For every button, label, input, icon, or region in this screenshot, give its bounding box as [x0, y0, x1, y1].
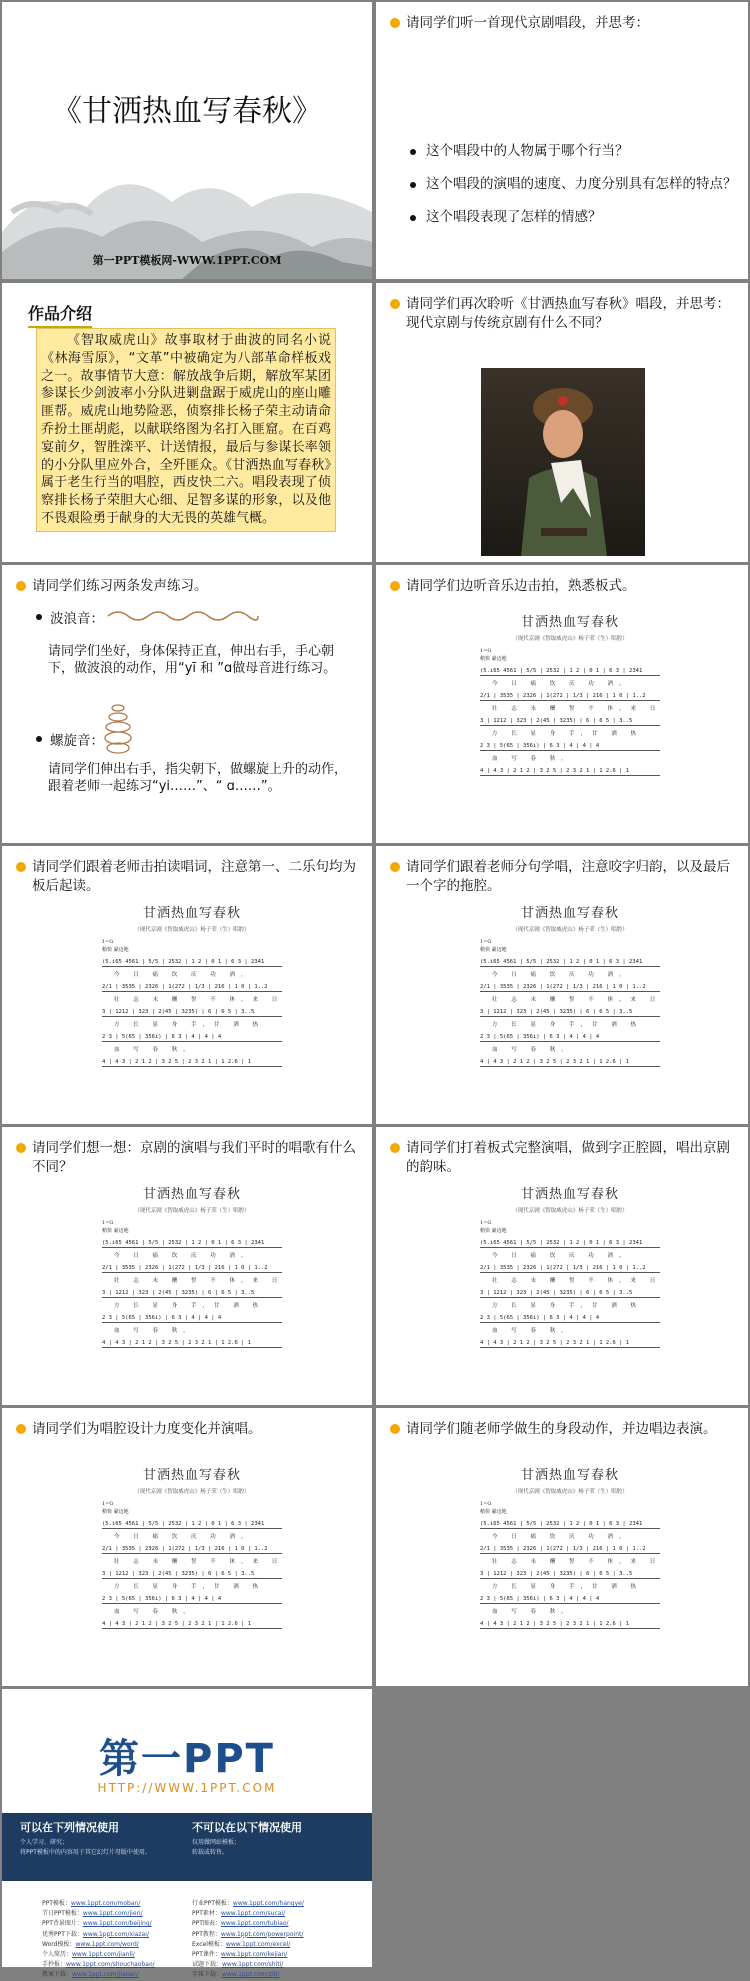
notation-row: 3 | 1212 | 323 | 2(45 | 3235) | 6 | 6 5 | 3..5 [480, 1290, 660, 1298]
notation-row: 4 | 4 3 | 2 1 2 | 3 2 5 | 2 3 2 1 | 1 2.6 | 1 [102, 1340, 282, 1348]
sheet-subtitle: （现代京剧《智取威虎山》杨子荣（生）唱腔） [134, 927, 250, 933]
sheet-music [480, 1464, 660, 1629]
lyrics-row: 方 长 显 身 手，甘 洒 热 [492, 1584, 642, 1590]
sheet-music [480, 611, 660, 776]
links-left [42, 1899, 155, 1981]
notation-row: 2/1 | 3535 | 2326 | 1(272 | 1/3 | 216 | 1 0 | 1..2 [480, 693, 660, 701]
lyrics-row: 今 日 痛 饮 庆 功 酒， [114, 972, 253, 978]
lyrics-row: 方 长 显 身 手，甘 洒 热 [492, 1022, 642, 1028]
lyrics-row: 今 日 痛 饮 庆 功 酒， [114, 1534, 253, 1540]
slide-heading: 请同学们再次聆听《甘洒热血写春秋》唱段，并思考：现代京剧与传统京剧有什么不同？ [390, 295, 736, 333]
notation-row: 4 | 4 3 | 2 1 2 | 3 2 5 | 2 3 2 1 | 1 2.6 | 1 [480, 1340, 660, 1348]
cover-footer: 第一PPT模板网-WWW.1PPT.COM [92, 254, 282, 267]
cover-title: 《甘洒热血写春秋》 [52, 94, 322, 129]
intro-title: 作品介绍 [28, 301, 92, 328]
link-url[interactable]: www.1ppt.com/ziti/ [222, 1971, 280, 1979]
lyrics-row: 血 写 春 秋。 [492, 1609, 573, 1615]
wave-label: 波浪音： [36, 607, 104, 627]
spiral-label: 螺旋音： [36, 729, 104, 749]
slide-heading: 请同学们为唱腔设计力度变化并演唱。 [16, 1420, 360, 1439]
link-url[interactable]: www.1ppt.com/shiti/ [222, 1961, 284, 1969]
link-row [42, 1970, 155, 1980]
link-label: 教案下载： [42, 1971, 73, 1979]
link-row [42, 1960, 155, 1970]
link-url[interactable]: www.1ppt.com/kejian/ [220, 1951, 288, 1959]
link-url[interactable]: www.1ppt.com/shouchaobao/ [66, 1961, 155, 1969]
link-url[interactable]: www.1ppt.com/moban/ [70, 1900, 141, 1907]
sheet-tempo: 稍快 豪迈地 [102, 1509, 129, 1515]
sheet-tempo: 稍快 豪迈地 [102, 947, 129, 953]
notation-row: (5.i65 4561 | 5/5 | 2532 | 1 2 | 0 1 | 6 3 | 2341 [480, 1521, 660, 1529]
notation-row: 2/1 | 3535 | 2326 | 1(272 | 1/3 | 216 | 1 0 | 1..2 [480, 984, 660, 992]
link-url[interactable]: www.1ppt.com/word/ [75, 1940, 139, 1948]
slide-vocal-practice [2, 565, 372, 843]
notation-row: 4 | 4 3 | 2 1 2 | 3 2 5 | 2 3 2 1 | 1 2.6 | 1 [480, 1621, 660, 1629]
lyrics-row: 壮 志 未 酬 誓 不 休，来 日 [492, 1278, 662, 1284]
link-url[interactable]: www.1ppt.com/jianli/ [72, 1951, 135, 1959]
sheet-tempo: 稍快 豪迈地 [480, 947, 507, 953]
lyrics-row: 今 日 痛 饮 庆 功 酒， [114, 1253, 253, 1259]
link-label: Excel模板： [192, 1940, 226, 1948]
cannot-use-title: 不可以在以下情况使用 [192, 1821, 302, 1834]
slide-gestures [376, 1408, 748, 1686]
notation-row: (5.i65 4561 | 5/5 | 2532 | 1 2 | 0 1 | 6 3 | 2341 [480, 959, 660, 967]
notation-row: 2/1 | 3535 | 2326 | 1(272 | 1/3 | 216 | 1 0 | 1..2 [102, 984, 282, 992]
lyrics-row: 今 日 痛 饮 庆 功 酒， [492, 1534, 631, 1540]
link-url[interactable]: www.1ppt.com/jiaoan/ [72, 1971, 139, 1979]
sheet-music [480, 902, 660, 1067]
lyrics-row: 血 写 春 秋。 [492, 1328, 573, 1334]
cannot-use-item: 仅用做网站模板； [192, 1839, 241, 1846]
sheet-key: 1=G [102, 1501, 114, 1507]
notation-row: 3 | 1212 | 323 | 2(45 | 3235) | 6 | 6 5 | 3..5 [102, 1290, 282, 1298]
sheet-tempo: 稍快 豪迈地 [480, 1509, 507, 1515]
link-label: 个人简历： [42, 1951, 73, 1959]
slide-learn-singing [376, 846, 748, 1124]
slide-heading: 请同学们边听音乐边击拍，熟悉板式。 [390, 577, 736, 596]
sheet-subtitle: （现代京剧《智取威虎山》杨子荣（生）唱腔） [512, 927, 628, 933]
lyrics-row: 血 写 春 秋。 [114, 1047, 195, 1053]
link-url[interactable]: www.1ppt.com/sucai/ [220, 1910, 286, 1918]
link-label: 节日PPT模板： [42, 1910, 83, 1918]
brand-logo: 第一PPT [99, 1736, 275, 1782]
sheet-key: 1=G [102, 939, 114, 945]
can-use-block [20, 1819, 195, 1858]
sheet-title: 甘洒热血写春秋 [520, 1468, 619, 1483]
link-label: PPT教程： [192, 1930, 221, 1938]
sheet-subtitle: （现代京剧《智取威虎山》杨子荣（生）唱腔） [512, 1208, 628, 1214]
lyrics-row: 今 日 痛 饮 庆 功 酒， [492, 1253, 631, 1259]
can-use-item: 个人学习、研究； [20, 1839, 69, 1846]
link-row [192, 1909, 304, 1919]
link-row [42, 1909, 155, 1919]
can-use-title: 可以在下列情况使用 [20, 1821, 119, 1834]
link-url[interactable]: www.1ppt.com/xiazai/ [82, 1930, 149, 1938]
link-label: PPT课件： [192, 1951, 221, 1959]
notation-row: 2 3 | 5(65 | 356i) | 6 3 | 4 | 4 | 4 [480, 1315, 660, 1323]
link-url[interactable]: www.1ppt.com/excel/ [225, 1940, 291, 1948]
link-url[interactable]: www.1ppt.com/tubiao/ [220, 1920, 289, 1928]
notation-row: 3 | 1212 | 323 | 2(45 | 3235) | 6 | 6 5 | 3..5 [480, 1571, 660, 1579]
link-label: PPT素材： [192, 1910, 221, 1918]
sheet-key: 1=G [480, 939, 492, 945]
notation-row: 2/1 | 3535 | 2326 | 1(272 | 1/3 | 216 | 1 0 | 1..2 [480, 1546, 660, 1554]
link-url[interactable]: www.1ppt.com/beijing/ [82, 1920, 152, 1928]
sheet-title: 甘洒热血写春秋 [520, 615, 619, 630]
link-row [192, 1919, 304, 1929]
lyrics-row: 壮 志 未 酬 誓 不 休，来 日 [114, 997, 284, 1003]
lyrics-row: 血 写 春 秋。 [492, 1047, 573, 1053]
slide-full-sing [376, 1127, 748, 1405]
sheet-tempo: 稍快 豪迈地 [480, 1228, 507, 1234]
slide-heading: 请同学们听一首现代京剧唱段，并思考： [390, 14, 736, 33]
notation-row: 3 | 1212 | 323 | 2(45 | 3235) | 6 | 6 5 | 3..5 [480, 718, 660, 726]
cannot-use-item: 转载或转售。 [192, 1849, 229, 1856]
sheet-music [102, 1183, 282, 1348]
link-row [42, 1950, 155, 1960]
links-right [192, 1899, 304, 1981]
notation-row: (5.i65 4561 | 5/5 | 2532 | 1 2 | 0 1 | 6 3 | 2341 [102, 1521, 282, 1529]
lyrics-row: 方 长 显 身 手，甘 洒 热 [114, 1584, 264, 1590]
notation-row: 2 3 | 5(65 | 356i) | 6 3 | 4 | 4 | 4 [480, 1034, 660, 1042]
lyrics-row: 壮 志 未 酬 誓 不 休，来 日 [492, 706, 662, 712]
question-item: 这个唱段中的人物属于哪个行当？ [410, 142, 742, 160]
link-label: 优秀PPT下载： [42, 1930, 83, 1938]
notation-row: 3 | 1212 | 323 | 2(45 | 3235) | 6 | 6 5 | 3..5 [102, 1571, 282, 1579]
lyrics-row: 壮 志 未 酬 誓 不 休，来 日 [114, 1559, 284, 1565]
lyrics-row: 血 写 春 秋。 [114, 1328, 195, 1334]
slide-ad [2, 1689, 372, 1979]
link-label: 行业PPT模板： [192, 1900, 233, 1907]
sheet-key: 1=G [480, 1501, 492, 1507]
notation-row: (5.i65 4561 | 5/5 | 2532 | 1 2 | 0 1 | 6 3 | 2341 [480, 1240, 660, 1248]
sheet-subtitle: （现代京剧《智取威虎山》杨子荣（生）唱腔） [512, 1489, 628, 1495]
link-row [42, 1930, 155, 1940]
notation-row: 2 3 | 5(65 | 356i) | 6 3 | 4 | 4 | 4 [480, 743, 660, 751]
link-row [192, 1970, 304, 1980]
sheet-key: 1=G [480, 1220, 492, 1226]
question-item: 这个唱段表现了怎样的情感？ [410, 208, 742, 226]
link-row [192, 1960, 304, 1970]
sheet-title: 甘洒热血写春秋 [142, 906, 241, 921]
sheet-title: 甘洒热血写春秋 [520, 906, 619, 921]
slide-heading: 请同学们跟着老师击拍读唱词，注意第一、二乐句均为板后起读。 [16, 858, 360, 896]
lyrics-row: 方 长 显 身 手，甘 洒 热 [114, 1022, 264, 1028]
slide-dynamics [2, 1408, 372, 1686]
link-label: PPT图表： [192, 1920, 221, 1928]
question-list [410, 142, 742, 241]
sheet-tempo: 稍快 豪迈地 [480, 656, 507, 662]
link-label: 手抄报： [42, 1961, 67, 1969]
notation-row: 2 3 | 5(65 | 356i) | 6 3 | 4 | 4 | 4 [480, 1596, 660, 1604]
spiral-instruction: 请同学们伸出右手，指尖朝下，做螺旋上升的动作，跟着老师一起练习“yi……”、“ ɑ……”。 [48, 762, 348, 794]
sheet-title: 甘洒热血写春秋 [142, 1468, 241, 1483]
can-use-item: 将PPT模板中的内容用于其它幻灯片母版中使用。 [20, 1849, 151, 1856]
link-label: PPT背景图片： [42, 1920, 83, 1928]
lyrics-row: 今 日 痛 饮 庆 功 酒， [492, 681, 631, 687]
slide-heading: 请同学们练习两条发声练习。 [16, 577, 360, 596]
slide-beat [376, 565, 748, 843]
link-row [42, 1919, 155, 1929]
link-row [42, 1899, 155, 1909]
notation-row: 2 3 | 5(65 | 356i) | 6 3 | 4 | 4 | 4 [102, 1034, 282, 1042]
notation-row: (5.i65 4561 | 5/5 | 2532 | 1 2 | 0 1 | 6 3 | 2341 [102, 959, 282, 967]
link-label: 试题下载： [192, 1961, 223, 1969]
spiral-icon [102, 700, 134, 756]
notation-row: 4 | 4 3 | 2 1 2 | 3 2 5 | 2 3 2 1 | 1 2.6 | 1 [102, 1059, 282, 1067]
notation-row: (5.i65 4561 | 5/5 | 2532 | 1 2 | 0 1 | 6 3 | 2341 [480, 668, 660, 676]
notation-row: 2/1 | 3535 | 2326 | 1(272 | 1/3 | 216 | 1 0 | 1..2 [480, 1265, 660, 1273]
link-url[interactable]: www.1ppt.com/powerpoint/ [220, 1930, 304, 1938]
wave-instruction: 请同学们坐好，身体保持正直，伸出右手，手心朝下，做波浪的动作，用“yī 和 ”ɑ做母音进行练习。 [48, 644, 337, 676]
slide-heading: 请同学们想一想：京剧的演唱与我们平时的唱歌有什么不同？ [16, 1139, 360, 1177]
sheet-music [480, 1183, 660, 1348]
notation-row: 2 3 | 5(65 | 356i) | 6 3 | 4 | 4 | 4 [102, 1596, 282, 1604]
slide-read-lyrics [2, 846, 372, 1124]
slide-heading: 请同学们打着板式完整演唱，做到字正腔圆，唱出京剧的韵味。 [390, 1139, 736, 1177]
slide-intro [2, 283, 372, 562]
sheet-key: 1=G [102, 1220, 114, 1226]
sheet-tempo: 稍快 豪迈地 [102, 1228, 129, 1234]
yang-zirong-photo [481, 368, 645, 556]
usage-band [2, 1813, 372, 1881]
link-label: PPT模板： [42, 1900, 71, 1907]
link-row [192, 1899, 304, 1909]
notation-row: 2/1 | 3535 | 2326 | 1(272 | 1/3 | 216 | 1 0 | 1..2 [102, 1546, 282, 1554]
slide-cover [2, 2, 372, 279]
link-row [192, 1930, 304, 1940]
slide-heading: 请同学们随老师学做生的身段动作，并边唱边表演。 [390, 1420, 736, 1439]
sheet-subtitle: （现代京剧《智取威虎山》杨子荣（生）唱腔） [134, 1208, 250, 1214]
lyrics-row: 方 长 显 身 手，甘 洒 热 [492, 1303, 642, 1309]
link-row [42, 1940, 155, 1950]
slide-listen-questions [376, 2, 748, 279]
lyrics-row: 壮 志 未 酬 誓 不 休，来 日 [114, 1278, 284, 1284]
sheet-title: 甘洒热血写春秋 [142, 1187, 241, 1202]
brand-url[interactable]: HTTP://WWW.1PPT.COM [97, 1781, 277, 1795]
notation-row: 2 3 | 5(65 | 356i) | 6 3 | 4 | 4 | 4 [102, 1315, 282, 1323]
link-label: Word模板： [42, 1940, 76, 1948]
slide-heading: 请同学们跟着老师分句学唱，注意咬字归韵，以及最后一个字的拖腔。 [390, 858, 736, 896]
link-url[interactable]: www.1ppt.com/jieri/ [82, 1910, 143, 1918]
sheet-subtitle: （现代京剧《智取威虎山》杨子荣（生）唱腔） [134, 1489, 250, 1495]
sheet-music [102, 902, 282, 1067]
lyrics-row: 壮 志 未 酬 誓 不 休，来 日 [492, 997, 662, 1003]
lyrics-row: 血 写 春 秋。 [492, 756, 573, 762]
intro-text: 《智取威虎山》故事取材于曲波的同名小说《林海雪原》，“文革”中被确定为八部革命样板戏之一。故事情节大意：解放战争后期，解放军某团参谋长少剑波率小分队进剿盘踞于威虎山的座山雕匪帮。威虎山地势险恶，侦察排长杨子荣主动请命乔扮土匪胡彪，以献联络图为名打入匪窟。在百鸡宴前夕，智胜滦平、计送情报，最后与参谋长率领的小分队里应外合，全歼匪众。《甘洒热血写春秋》属于老生行当的唱腔，西皮快二六。唱段表现了侦察排长杨子荣胆大心细、足智多谋的形象，以及他不畏艰险勇于献身的大无畏的英雄气概。 [36, 328, 336, 532]
link-label: 字体下载： [192, 1971, 223, 1979]
slide-think [2, 1127, 372, 1405]
notation-row: 4 | 4 3 | 2 1 2 | 3 2 5 | 2 3 2 1 | 1 2.6 | 1 [102, 1621, 282, 1629]
sheet-title: 甘洒热血写春秋 [520, 1187, 619, 1202]
lyrics-row: 今 日 痛 饮 庆 功 酒， [492, 972, 631, 978]
lyrics-row: 方 长 显 身 手，甘 洒 热 [492, 731, 642, 737]
notation-row: 3 | 1212 | 323 | 2(45 | 3235) | 6 | 6 5 | 3..5 [102, 1009, 282, 1017]
lyrics-row: 壮 志 未 酬 誓 不 休，来 日 [492, 1559, 662, 1565]
link-row [192, 1940, 304, 1950]
lyrics-row: 方 长 显 身 手，甘 洒 热 [114, 1303, 264, 1309]
notation-row: 4 | 4 3 | 2 1 2 | 3 2 5 | 2 3 2 1 | 1 2.6 | 1 [480, 1059, 660, 1067]
cannot-use-block [192, 1819, 367, 1858]
notation-row: (5.i65 4561 | 5/5 | 2532 | 1 2 | 0 1 | 6 3 | 2341 [102, 1240, 282, 1248]
link-row [192, 1950, 304, 1960]
notation-row: 4 | 4 3 | 2 1 2 | 3 2 5 | 2 3 2 1 | 1 2.6 | 1 [480, 768, 660, 776]
notation-row: 2/1 | 3535 | 2326 | 1(272 | 1/3 | 216 | 1 0 | 1..2 [102, 1265, 282, 1273]
question-item: 这个唱段的演唱的速度、力度分别具有怎样的特点？ [410, 175, 742, 193]
lyrics-row: 血 写 春 秋。 [114, 1609, 195, 1615]
sheet-subtitle: （现代京剧《智取威虎山》杨子荣（生）唱腔） [512, 636, 628, 642]
link-url[interactable]: www.1ppt.com/hangye/ [232, 1900, 304, 1907]
slide-relisten [376, 283, 748, 562]
wave-icon [106, 608, 261, 624]
sheet-music [102, 1464, 282, 1629]
sheet-key: 1=G [480, 648, 492, 654]
notation-row: 3 | 1212 | 323 | 2(45 | 3235) | 6 | 6 5 | 3..5 [480, 1009, 660, 1017]
